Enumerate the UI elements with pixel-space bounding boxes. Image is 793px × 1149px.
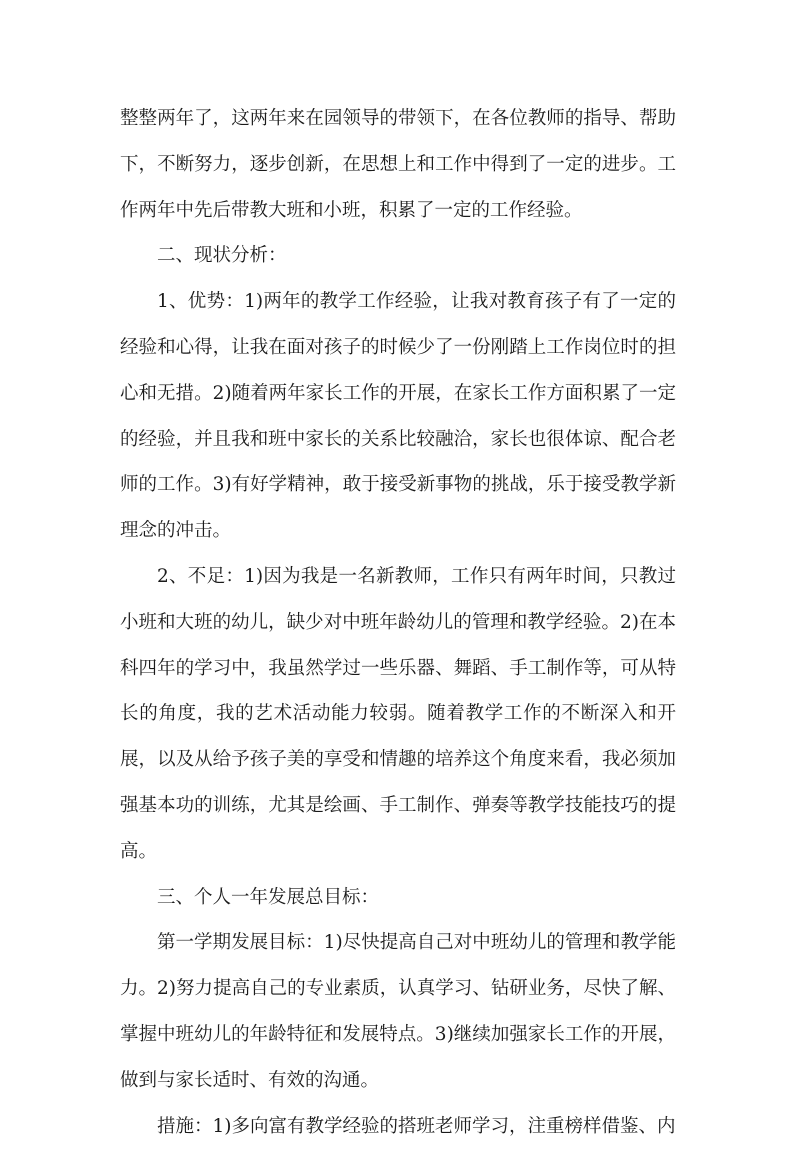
document-body — [120, 96, 676, 1149]
heading-status-analysis: 二、现状分析： — [157, 245, 287, 267]
heading-annual-goal: 三、个人一年发展总目标： — [157, 886, 380, 908]
paragraph-measures: 措施：1)多向富有教学经验的搭班老师学习，注重榜样借鉴、内 — [157, 1115, 676, 1137]
paragraph-strengths: 1、优势：1)两年的教学工作经验，让我对教育孩子有了一定的经验和心得，让我在面对孩子的时候少了一份刚踏上工作岗位时的担心和无措。2)随着两年家长工作的开展，在家长工作方面积累了一定的经验，并且我和班中家长的关系比较融洽，家长也很体谅、配合老师的工作。3)有好学精神，敢于接受新事物的挑战，乐于接受教学新理念的冲击。 — [120, 291, 676, 542]
paragraph-intro: 整整两年了，这两年来在园领导的带领下，在各位教师的指导、帮助下，不断努力，逐步创新，在思想上和工作中得到了一定的进步。工作两年中先后带教大班和小班，积累了一定的工作经验。 — [120, 108, 676, 221]
paragraph-first-term-goal: 第一学期发展目标：1)尽快提高自己对中班幼儿的管理和教学能力。2)努力提高自己的专业素质，认真学习、钻研业务，尽快了解、掌握中班幼儿的年龄特征和发展特点。3)继续加强家长工作的开展，做到与家长适时、有效的沟通。 — [120, 932, 676, 1091]
paragraph-weaknesses: 2、不足：1)因为我是一名新教师，工作只有两年时间，只教过小班和大班的幼儿，缺少对中班年龄幼儿的管理和教学经验。2)在本科四年的学习中，我虽然学过一些乐器、舞蹈、手工制作等，可从特长的角度，我的艺术活动能力较弱。随着教学工作的不断深入和开展，以及从给予孩子美的享受和情趣的培养这个角度来看，我必须加强基本功的训练，尤其是绘画、手工制作、弹奏等教学技能技巧的提高。 — [120, 565, 676, 862]
